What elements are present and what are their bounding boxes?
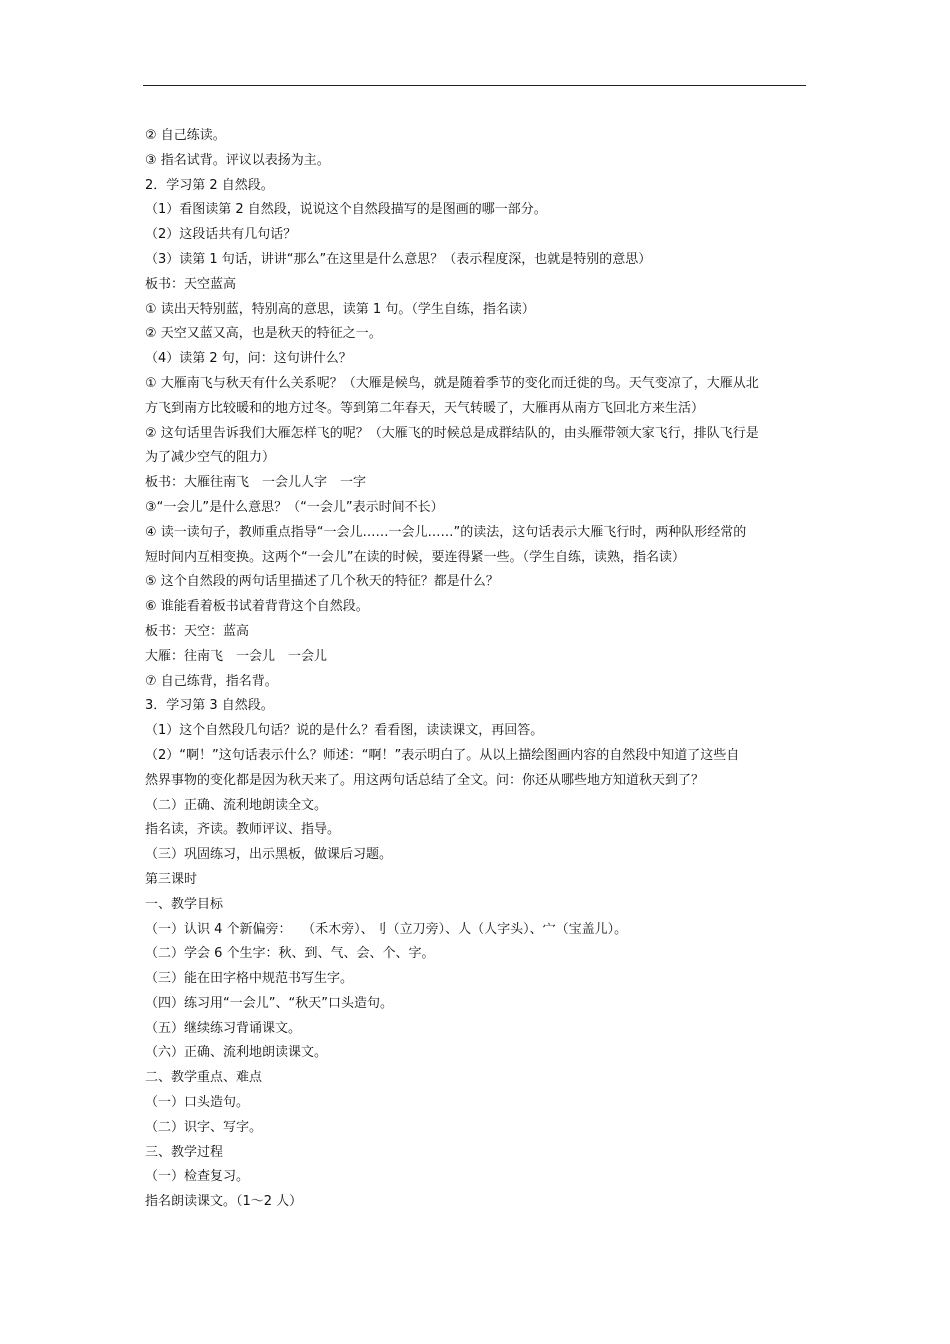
text-line: ② 这句话里告诉我们大雁怎样飞的呢？（大雁飞的时候总是成群结队的，由头雁带领大家飞行，排队飞行是	[145, 425, 759, 441]
text-line: （四）练习用“一会儿”、“秋天”口头造句。	[145, 995, 393, 1011]
text-line: （三）巩固练习，出示黑板，做课后习题。	[145, 847, 393, 863]
section-heading: 2．学习第 2 自然段。	[145, 177, 274, 193]
text-line: ⑤ 这个自然段的两句话里描述了几个秋天的特征？都是什么？	[145, 574, 499, 590]
document-body	[145, 124, 807, 1215]
text-line: （五）继续练习背诵课文。	[145, 1020, 302, 1036]
section-heading: 第三课时	[145, 871, 198, 887]
text-line: ② 天空又蓝又高，也是秋天的特征之一。	[145, 326, 382, 342]
section-heading: 三、教学过程	[145, 1144, 224, 1160]
text-line: 为了减少空气的阻力）	[145, 450, 276, 466]
text-line: （1）看图读第 2 自然段，说说这个自然段描写的是图画的哪一部分。	[145, 202, 547, 218]
text-line: （一）认识 4 个新偏旁： （禾木旁）、刂（立刀旁）、人（人字头）、宀（宝盖儿）。	[145, 921, 628, 937]
text-line: （二）学会 6 个生字：秋、到、气、会、个、字。	[145, 946, 435, 962]
text-line: （二）正确、流利地朗读全文。	[145, 797, 328, 813]
text-line: 方飞到南方比较暖和的地方过冬。等到第二年春天，天气转暖了，大雁再从南方飞回北方来生活）	[145, 400, 705, 416]
text-line: （一）口头造句。	[145, 1095, 250, 1111]
section-heading: 3．学习第 3 自然段。	[145, 698, 274, 714]
text-line: （三）能在田字格中规范书写生字。	[145, 971, 354, 987]
text-line: 指名读，齐读。教师评议、指导。	[145, 822, 341, 838]
text-line: 短时间内互相变换。这两个“一会儿”在读的时候，要连得紧一些。（学生自练，读熟，指名读）	[145, 549, 685, 565]
text-line: （4）读第 2 句，问：这句讲什么？	[145, 351, 352, 367]
text-line: 指名朗读课文。（1～2 人）	[145, 1194, 303, 1210]
section-heading: 一、教学目标	[145, 896, 224, 912]
text-line: （1）这个自然段几句话？说的是什么？看看图，读读课文，再回答。	[145, 723, 544, 739]
text-line: 大雁：往南飞 一会儿 一会儿	[145, 648, 328, 664]
text-line: （2）这段话共有几句话？	[145, 227, 297, 243]
text-line: 然界事物的变化都是因为秋天来了。用这两句话总结了全文。问：你还从哪些地方知道秋天到了？	[145, 772, 705, 788]
section-heading: 二、教学重点、难点	[145, 1070, 263, 1086]
header-rule	[143, 85, 806, 86]
text-line: ⑥ 谁能看着板书试着背背这个自然段。	[145, 599, 369, 615]
text-line: ⑦ 自己练背，指名背。	[145, 673, 278, 689]
text-line: （六）正确、流利地朗读课文。	[145, 1045, 328, 1061]
text-line: 板书：天空：蓝高	[145, 623, 250, 639]
text-line: （3）读第 1 句话，讲讲“那么”在这里是什么意思？（表示程度深，也就是特别的意思）	[145, 251, 652, 267]
text-line: ③“一会儿”是什么意思？（“一会儿”表示时间不长）	[145, 499, 444, 515]
text-line: （2）“啊！”这句话表示什么？师述：“啊！”表示明白了。从以上描绘图画内容的自然段中知道了这些自	[145, 747, 740, 763]
text-line: （一）检查复习。	[145, 1169, 250, 1185]
text-line: ① 读出天特别蓝，特别高的意思，读第 1 句。（学生自练，指名读）	[145, 301, 535, 317]
text-line: ④ 读一读句子，教师重点指导“一会儿……一会儿……”的读法，这句话表示大雁飞行时，两种队形经常的	[145, 524, 747, 540]
text-line: （二）识字、写字。	[145, 1119, 263, 1135]
text-line: 板书：天空蓝高	[145, 276, 237, 292]
text-line: ③ 指名试背。评议以表扬为主。	[145, 152, 330, 168]
text-line: ① 大雁南飞与秋天有什么关系呢？（大雁是候鸟，就是随着季节的变化而迁徙的鸟。天气变凉了，大雁从北	[145, 375, 759, 391]
text-line: 板书：大雁往南飞 一会儿人字 一字	[145, 475, 367, 491]
text-line: ② 自己练读。	[145, 128, 226, 143]
